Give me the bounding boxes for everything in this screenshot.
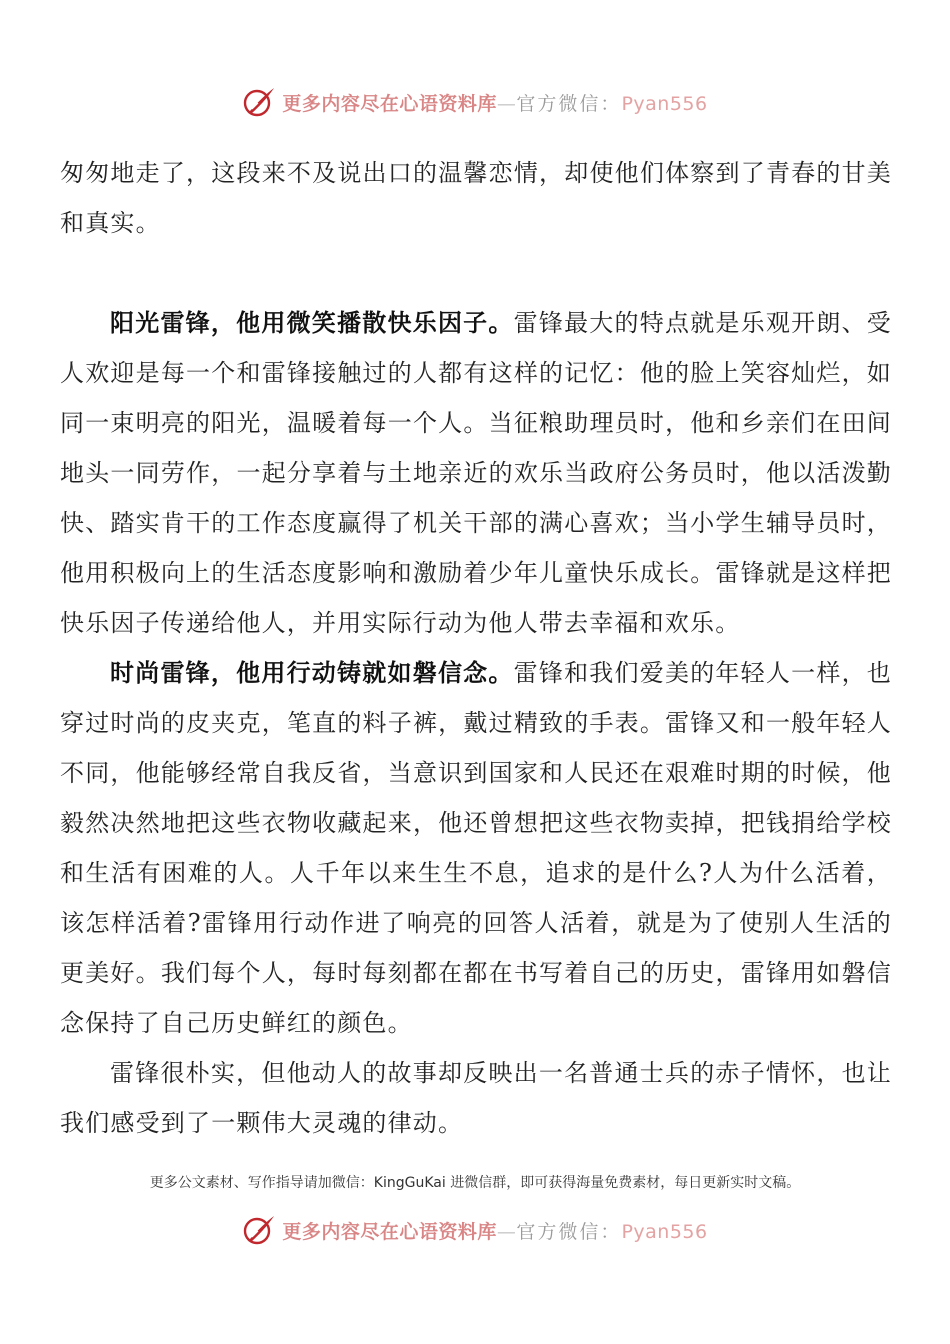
paragraph-lead-heading: 时尚雷锋，他用行动铸就如磐信念。: [110, 658, 514, 687]
paragraph-text: 雷锋和我们爱美的年轻人一样，也穿过时尚的皮夹克，笔直的料子裤，戴过精致的手表。雷锋又和一般年轻人不同，他能够经常自我反省，当意识到国家和人民还在艰难时期的时候，他毅然决然地把这些衣物收藏起来，他还曾想把这些衣物卖掉，把钱捐给学校和生活有困难的人。人千年以来生生不息，追求的是什么?人为什么活着，该怎样活着?雷锋用行动作进了响亮的回答人活着，就是为了使别人生活的更美好。我们每个人，每时每刻都在都在书写着自己的历史，雷锋用如磐信念保持了自己历史鲜红的颜色。: [60, 659, 892, 1037]
paragraph-text: 匆匆地走了，这段来不及说出口的温馨恋情，却使他们体察到了青春的甘美和真实。: [60, 159, 892, 237]
banner-brand-text: 更多内容尽在心语资料库: [282, 92, 497, 115]
paragraph-fashion-leifeng: [60, 648, 892, 1048]
footer-banner: [0, 1210, 950, 1250]
banner-brand-text: 更多内容尽在心语资料库: [282, 1220, 497, 1243]
paragraph-sunny-leifeng: [60, 298, 892, 648]
paragraph-lead-heading: 阳光雷锋，他用微笑播散快乐因子。: [110, 308, 514, 337]
paragraph-text: 雷锋很朴实，但他动人的故事却反映出一名普通士兵的赤子情怀，也让我们感受到了一颗伟大灵魂的律动。: [60, 1059, 892, 1137]
document-body: [60, 148, 892, 1148]
blank-line: [60, 248, 892, 298]
footer-note: 更多公文素材、写作指导请加微信：KingGuKai 进微信群，即可获得海量免费素材，每日更新实时文稿。: [149, 1175, 801, 1191]
quill-logo-icon: [242, 85, 276, 119]
paragraph-text: 雷锋最大的特点就是乐观开朗、受人欢迎是每一个和雷锋接触过的人都有这样的记忆：他的脸上笑容灿烂，如同一束明亮的阳光，温暖着每一个人。当征粮助理员时，他和乡亲们在田间地头一同劳作，一起分享着与土地亲近的欢乐当政府公务员时，他以活泼勤快、踏实肯干的工作态度赢得了机关干部的满心喜欢；当小学生辅导员时，他用积极向上的生活态度影响和激励着少年儿童快乐成长。雷锋就是这样把快乐因子传递给他人，并用实际行动为他人带去幸福和欢乐。: [60, 309, 892, 637]
quill-logo-icon: [242, 1213, 276, 1247]
banner-dash: —: [496, 1220, 517, 1243]
header-banner: [0, 82, 950, 122]
banner-wechat-id: Pyan556: [621, 92, 708, 115]
banner-dash: —: [496, 92, 517, 115]
paragraph-conclusion: [60, 1048, 892, 1148]
paragraph-continuation: [60, 148, 892, 248]
banner-wechat-label: 官方微信：: [516, 92, 622, 115]
banner-wechat-id: Pyan556: [621, 1220, 708, 1243]
banner-wechat-label: 官方微信：: [516, 1220, 622, 1243]
